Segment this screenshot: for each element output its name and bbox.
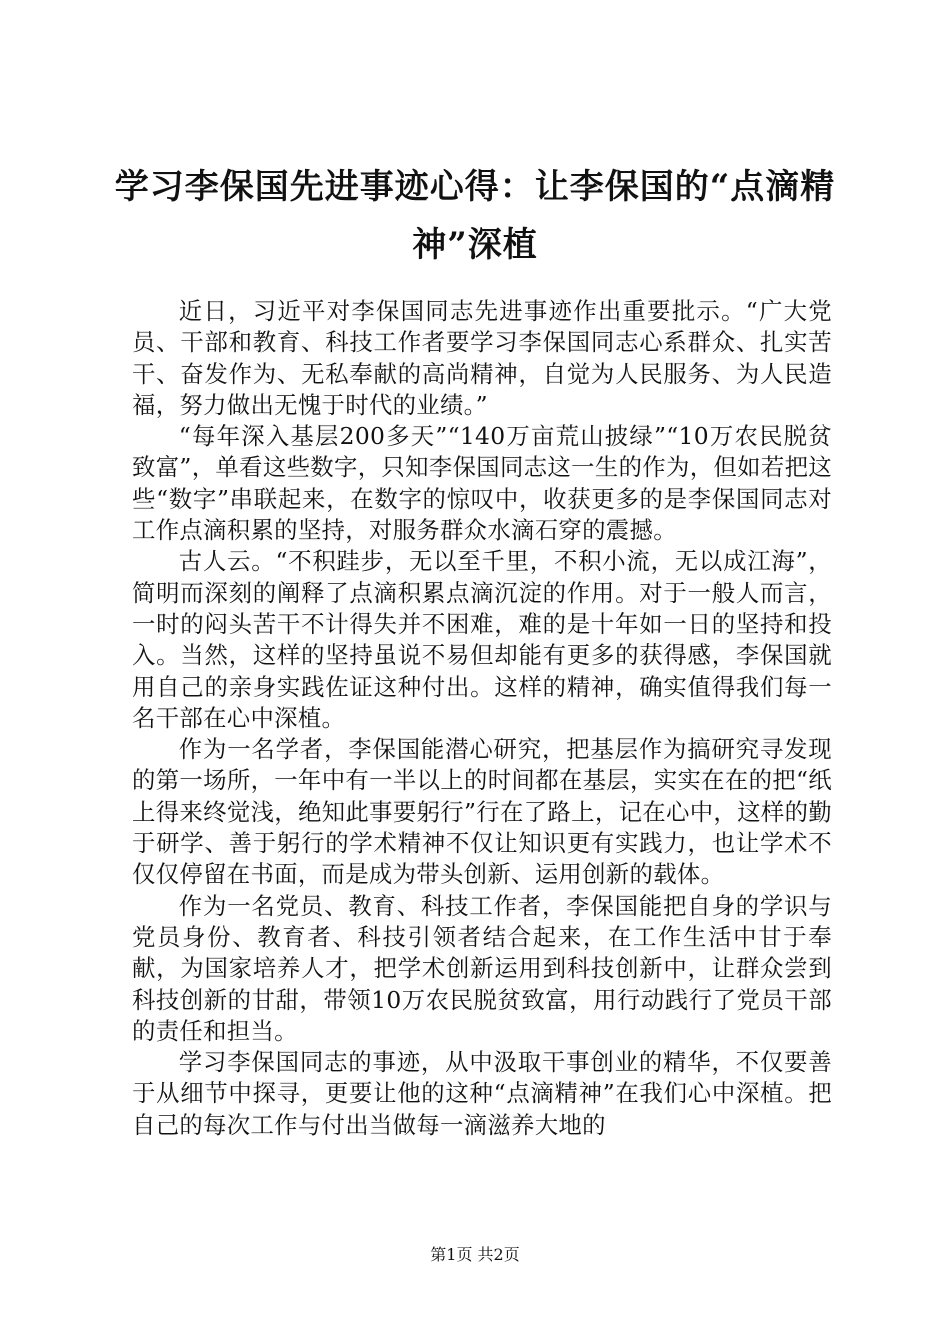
paragraph: 作为一名学者，李保国能潜心研究，把基层作为搞研究寻发现的第一场所，一年中有一半以上的时间都在基层，实实在在的把“纸上得来终觉浅，绝知此事要躬行”行在了路上，记在心中，这样的勤于研学、善于躬行的学术精神不仅让知识更有实践力，也让学术不仅仅停留在书面，而是成为带头创新、运用创新的载体。 [132, 735, 832, 889]
paragraph: 古人云。“不积跬步，无以至千里，不积小流，无以成江海”，简明而深刻的阐释了点滴积累点滴沉淀的作用。对于一般人而言，一时的闷头苦干不计得失并不困难，难的是十年如一日的坚持和投入。当然，这样的坚持虽说不易但却能有更多的获得感，李保国就用自己的亲身实践佐证这种付出。这样的精神，确实值得我们每一名干部在心中深植。 [132, 547, 832, 732]
paragraph: 近日，习近平对李保国同志先进事迹作出重要批示。“广大党员、干部和教育、科技工作者要学习李保国同志心系群众、扎实苦干、奋发作为、无私奉献的高尚精神，自觉为人民服务、为人民造福，努力做出无愧于时代的业绩。” [132, 297, 832, 419]
document-body [132, 296, 832, 1141]
paragraph: 学习李保国同志的事迹，从中汲取干事创业的精华，不仅要善于从细节中探寻，更要让他的这种“点滴精神”在我们心中深植。把自己的每次工作与付出当做每一滴滋养大地的 [132, 1048, 832, 1139]
paragraph: “每年深入基层200多天”“140万亩荒山披绿”“10万农民脱贫致富”，单看这些数字，只知李保国同志这一生的作为，但如若把这些“数字”串联起来，在数字的惊叹中，收获更多的是李保国同志对工作点滴积累的坚持，对服务群众水滴石穿的震撼。 [132, 422, 832, 545]
page-footer: 第1页 共2页 [430, 1245, 520, 1264]
document-title: 学习李保国先进事迹心得：让李保国的“点滴精神”深植 [114, 167, 836, 265]
paragraph: 作为一名党员、教育、科技工作者，李保国能把自身的学识与党员身份、教育者、科技引领者结合起来，在工作生活中甘于奉献，为国家培养人才，把学术创新运用到科技创新中，让群众尝到科技创新的甘甜，带领10万农民脱贫致富，用行动践行了党员干部的责任和担当。 [132, 891, 832, 1045]
